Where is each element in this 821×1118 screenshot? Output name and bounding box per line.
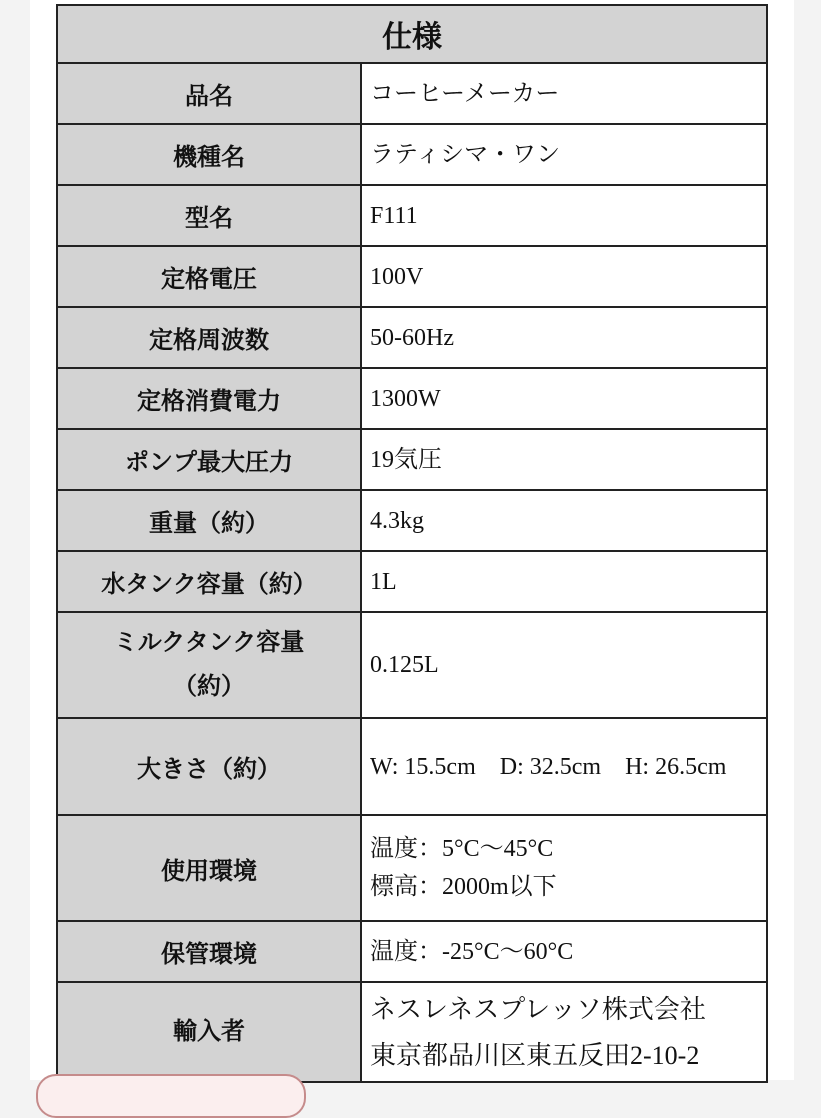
- row-label: 品名: [57, 63, 361, 124]
- row-label: ポンプ最大圧力: [57, 429, 361, 490]
- table-row: [57, 307, 767, 368]
- row-value: 100V: [361, 246, 767, 307]
- row-value: 1L: [361, 551, 767, 612]
- row-value: 0.125L: [361, 612, 767, 718]
- row-label: 定格周波数: [57, 307, 361, 368]
- row-value: 1300W: [361, 368, 767, 429]
- row-value-line: 東京都品川区東五反田2-10-2: [370, 1041, 700, 1070]
- row-label: 保管環境: [57, 921, 361, 982]
- row-label: ミルクタンク容量（約）: [57, 612, 361, 718]
- row-value: ラティシマ・ワン: [361, 124, 767, 185]
- row-label: 定格消費電力: [57, 368, 361, 429]
- row-value-line: ネスレネスプレッソ株式会社: [370, 995, 706, 1024]
- row-value: [361, 815, 767, 921]
- row-value: 19気圧: [361, 429, 767, 490]
- row-label: 重量（約）: [57, 490, 361, 551]
- row-value-line: 標高：2000m以下: [370, 874, 557, 900]
- row-value: コーヒーメーカー: [361, 63, 767, 124]
- row-value: 50-60Hz: [361, 307, 767, 368]
- row-label: 機種名: [57, 124, 361, 185]
- floating-button[interactable]: [36, 1074, 306, 1118]
- row-value-line: 温度：5°C〜45°C: [370, 836, 554, 862]
- row-label: 大きさ（約）: [57, 718, 361, 815]
- table-row: [57, 368, 767, 429]
- table-row: [57, 982, 767, 1082]
- row-label: 定格電圧: [57, 246, 361, 307]
- table-row: [57, 718, 767, 815]
- row-value: W: 15.5cm D: 32.5cm H: 26.5cm: [361, 718, 767, 815]
- row-value: [361, 982, 767, 1082]
- row-value: 温度：-25°C〜60°C: [361, 921, 767, 982]
- table-row: [57, 185, 767, 246]
- row-label: 型名: [57, 185, 361, 246]
- spec-table: [56, 4, 768, 1083]
- table-row: [57, 612, 767, 718]
- table-title: 仕様: [57, 5, 767, 63]
- table-row: [57, 63, 767, 124]
- row-value: 4.3kg: [361, 490, 767, 551]
- table-row: [57, 246, 767, 307]
- table-row: [57, 124, 767, 185]
- row-label: 水タンク容量（約）: [57, 551, 361, 612]
- row-value: F111: [361, 185, 767, 246]
- row-label: 使用環境: [57, 815, 361, 921]
- table-row: [57, 429, 767, 490]
- table-row: [57, 921, 767, 982]
- table-row: [57, 551, 767, 612]
- table-row: [57, 490, 767, 551]
- row-label: 輸入者: [57, 982, 361, 1082]
- table-row: [57, 815, 767, 921]
